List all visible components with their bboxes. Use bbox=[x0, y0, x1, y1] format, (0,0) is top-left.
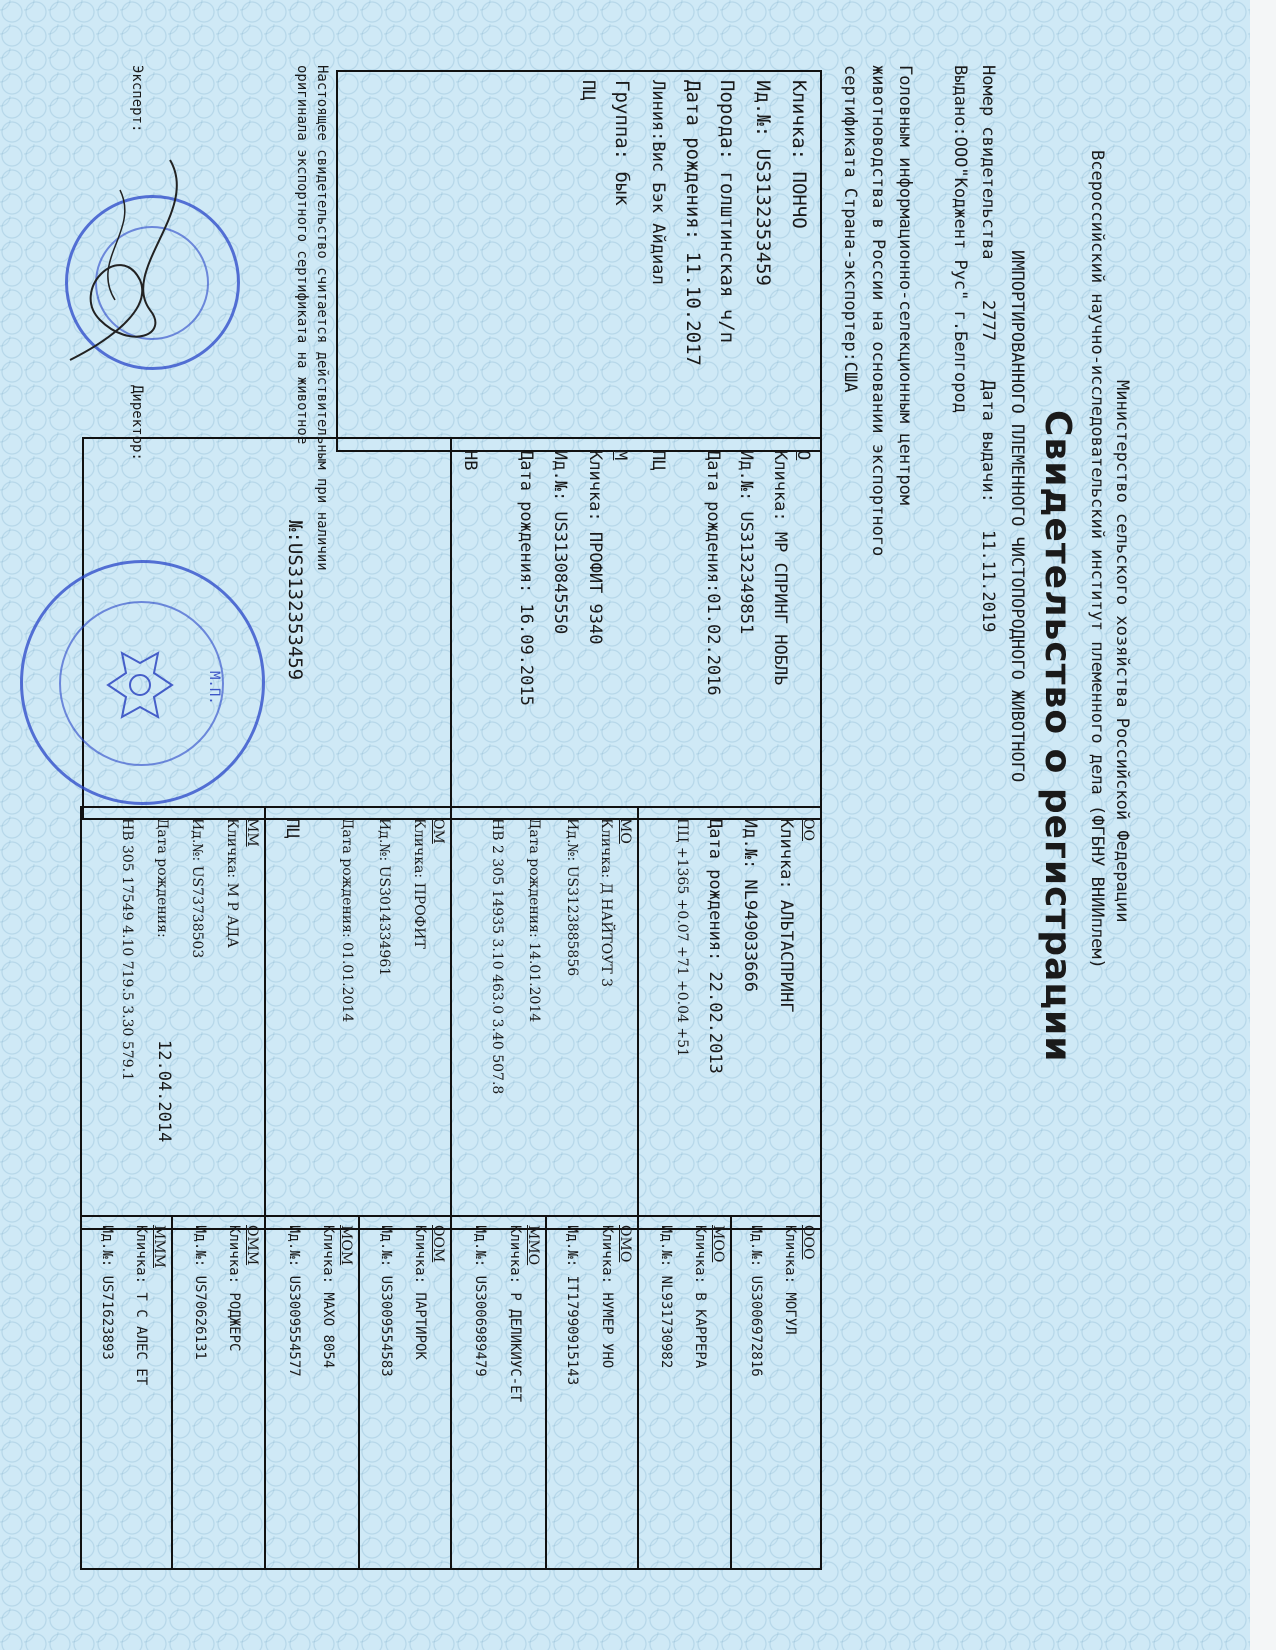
issue-date: 11.11.2019 bbox=[978, 530, 998, 633]
expert-label: Эксперт: bbox=[129, 65, 145, 133]
oo-birth: Дата рождения: 22.02.2013 bbox=[705, 818, 725, 1074]
ggp-label-mmm: МММ bbox=[151, 1225, 167, 1269]
ggp-divider-2 bbox=[637, 1215, 639, 1570]
ggp-name-mmo: Кличка: Р ДЕЛИКИУС-ЕТ bbox=[507, 1225, 523, 1403]
seal-mp: М.П. bbox=[206, 671, 222, 705]
mo-label: МО bbox=[617, 818, 633, 844]
parents-divider bbox=[450, 437, 452, 820]
validity-note-1: Настоящее свидетельство считается действительным при наличии bbox=[314, 65, 330, 571]
official-seal bbox=[20, 560, 265, 805]
issued-to: Выдано:ООО"Коджент Рус" г.Белгород bbox=[950, 65, 970, 413]
om-pc: ПЦ bbox=[282, 818, 302, 839]
ggp-id-moo: Ид.№: NL931730982 bbox=[658, 1225, 674, 1369]
animal-pc: ПЦ bbox=[578, 80, 598, 101]
mm-id: Ид.№: US73738503 bbox=[189, 818, 205, 959]
info-line-1: Головным информационно-селекционным центром bbox=[895, 65, 915, 506]
sire-label: О bbox=[793, 450, 813, 461]
ggp-id-mmm: Ид.№: US71623893 bbox=[99, 1225, 115, 1360]
oo-label: ОО bbox=[800, 818, 816, 841]
sire-pc: ПЦ bbox=[648, 450, 668, 471]
grandparents-divider-1 bbox=[637, 806, 639, 1230]
export-cert-number: №:US3132353459 bbox=[284, 520, 306, 681]
sire-birth: Дата рождения:01.02.2016 bbox=[703, 450, 723, 696]
ggp-label-omm: ОММ bbox=[244, 1225, 260, 1266]
ggp-label-mmo: ММО bbox=[525, 1225, 541, 1266]
ggp-id-mom: Ид.№: US3009554577 bbox=[286, 1225, 302, 1377]
sire-name: Кличка: МР СПРИНГ НОБЛЬ bbox=[770, 450, 790, 686]
document-title: Свидетельство о регистрации bbox=[1037, 410, 1078, 1063]
ggp-divider-5 bbox=[358, 1215, 360, 1570]
ggp-name-ooo: Кличка: МОГУЛ bbox=[782, 1225, 798, 1335]
animal-box bbox=[336, 70, 822, 452]
dam-id: Ид.№: US3130845550 bbox=[550, 450, 570, 635]
director-label: Директор: bbox=[129, 385, 145, 461]
info-line-3: сертификата Страна-экспортер:США bbox=[840, 65, 860, 393]
om-birth: Дата рождения: 01.01.2014 bbox=[339, 818, 355, 1023]
oo-pc: ПЦ +1365 +0.07 +71 +0.04 +51 bbox=[674, 818, 690, 1057]
ggp-name-omo: Кличка: НУМЕР УНО bbox=[599, 1225, 615, 1369]
institute-line: Всероссийский научно-исследовательский институт племенного дела (ФГБНУ ВНИИплем) bbox=[1087, 150, 1107, 969]
mo-nv: НВ 2 305 14935 3.10 463.0 3.40 507.8 bbox=[489, 818, 505, 1095]
paper-edge bbox=[1250, 0, 1276, 1650]
ggp-id-omm: Ид.№: US70626131 bbox=[192, 1225, 208, 1360]
info-line-2: животноводства в России на основании экспортного bbox=[868, 65, 888, 557]
ggp-label-moo: МОО bbox=[710, 1225, 726, 1263]
mo-birth: Дата рождения: 14.01.2014 bbox=[526, 818, 542, 1023]
mm-name: Кличка: М Р АДА bbox=[224, 818, 240, 948]
ggp-divider-7 bbox=[171, 1215, 173, 1570]
ggp-divider-1 bbox=[730, 1215, 732, 1570]
om-name: Кличка: ПРОФИТ bbox=[411, 818, 427, 949]
emblem-icon bbox=[100, 645, 180, 725]
animal-id: Ид.№: US3132353459 bbox=[752, 80, 774, 286]
om-id: Ид.№: US3014334961 bbox=[376, 818, 392, 977]
cert-number-label: Номер свидетельства bbox=[978, 65, 998, 260]
ggp-name-mmm: Кличка: Т С АЛЕС ЕТ bbox=[133, 1225, 149, 1386]
ggp-id-ooo: Ид.№: US3006972816 bbox=[748, 1225, 764, 1377]
oo-name: Кличка: АЛЬТАСПРИНГ bbox=[776, 818, 796, 1013]
document-subtitle: ИМПОРТИРОВАННОГО ПЛЕМЕННОГО ЧИСТОПОРОДНОГО ЖИВОТНОГО bbox=[1007, 250, 1027, 783]
ggp-label-oom: ООМ bbox=[430, 1225, 446, 1263]
dam-name: Кличка: ПРОФИТ 9340 bbox=[585, 450, 605, 645]
mm-birth: 12.04.2014 bbox=[154, 1040, 174, 1143]
validity-note-2: оригинала экспортного сертификата на животное bbox=[294, 65, 310, 445]
animal-group: Группа: бык bbox=[611, 80, 633, 206]
ggp-id-oom: Ид.№: US3009554583 bbox=[378, 1225, 394, 1377]
mm-birth-label: Дата рождения: bbox=[154, 818, 170, 938]
grandparents-divider-2 bbox=[450, 806, 452, 1230]
dam-birth: Дата рождения: 16.09.2015 bbox=[516, 450, 536, 706]
ggp-divider-3 bbox=[545, 1215, 547, 1570]
sire-id: Ид.№: US3132349851 bbox=[736, 450, 756, 635]
animal-line: Линия:Вис Бэк Айдиал bbox=[648, 80, 668, 285]
grandparents-divider-3 bbox=[264, 806, 266, 1230]
ggp-divider-4 bbox=[450, 1215, 452, 1570]
ggp-id-omo: Ид.№: IT17990915143 bbox=[564, 1225, 580, 1386]
ggp-divider-6 bbox=[264, 1215, 266, 1570]
mo-name: Кличка: Д НАЙТОУТ 3 bbox=[598, 818, 614, 988]
animal-breed: Порода: голштинская ч/п bbox=[716, 80, 738, 344]
dam-label: М bbox=[610, 450, 630, 461]
ggp-label-ooo: ООО bbox=[800, 1225, 816, 1260]
ggp-name-moo: Кличка: В КАРРЕРА bbox=[692, 1225, 708, 1369]
expert-signature bbox=[60, 150, 210, 370]
issue-date-label: Дата выдачи: bbox=[978, 380, 998, 503]
ministry-line: Министерство сельского хозяйства Российской Федерации bbox=[1112, 380, 1132, 923]
ggp-label-mom: МОМ bbox=[338, 1225, 354, 1266]
dam-nv: НВ bbox=[460, 450, 480, 471]
animal-birth: Дата рождения: 11.10.2017 bbox=[682, 80, 704, 366]
ggp-name-mom: Кличка: МАХО 8054 bbox=[320, 1225, 336, 1369]
ggp-id-mmo: Ид.№: US3006989479 bbox=[472, 1225, 488, 1377]
animal-name: Кличка: ПОНЧО bbox=[788, 80, 810, 229]
ggp-name-oom: Кличка: ПАРТИРОК bbox=[412, 1225, 428, 1360]
om-label: ОМ bbox=[430, 818, 446, 844]
ggp-name-omm: Кличка: РОДЖЕРС bbox=[226, 1225, 242, 1352]
mm-nv: НВ 305 17549 4.10 719.5 3.30 579.1 bbox=[119, 818, 135, 1081]
oo-id: Ид.№: NL949033666 bbox=[740, 818, 760, 992]
cert-number: 2777 bbox=[978, 300, 998, 341]
mo-id: Ид.№: US3123885856 bbox=[564, 818, 580, 977]
mm-label: ММ bbox=[244, 818, 260, 847]
ggp-label-omo: ОМО bbox=[617, 1225, 633, 1263]
